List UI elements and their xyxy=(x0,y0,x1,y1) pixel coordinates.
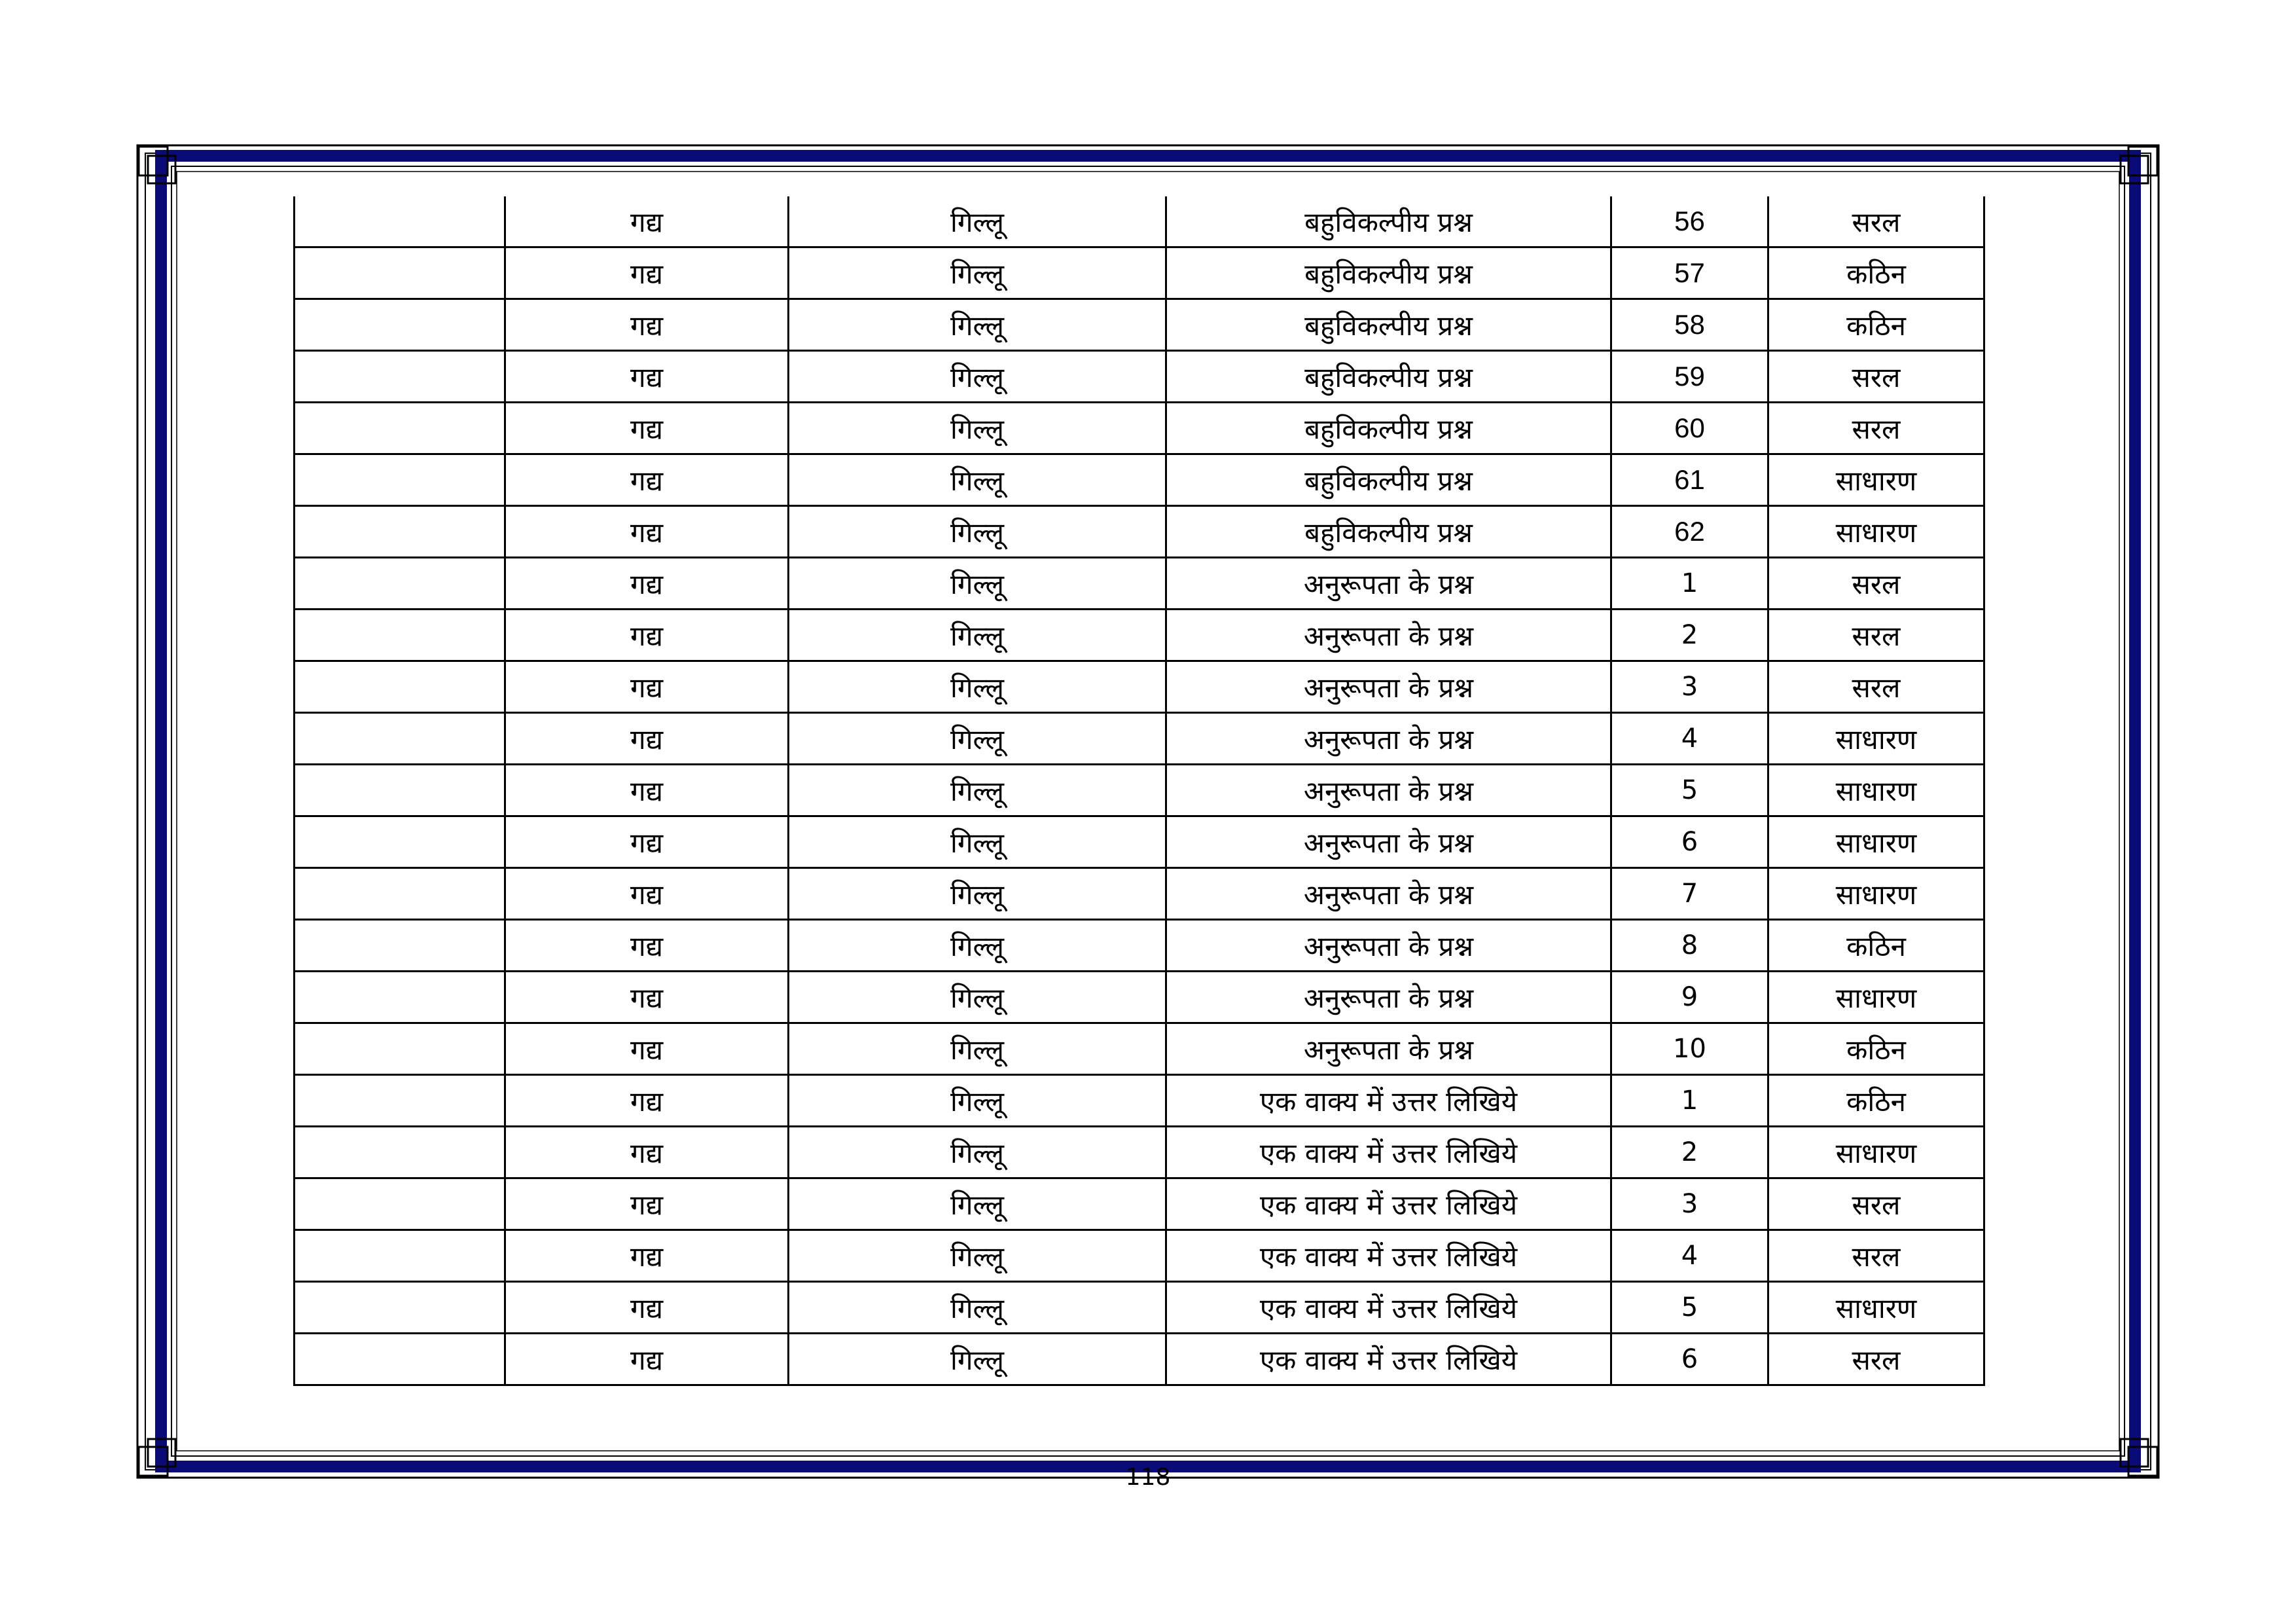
question-number-cell: 3 xyxy=(1611,1178,1768,1230)
question-number-cell: 58 xyxy=(1611,299,1768,351)
difficulty-cell: साधारण xyxy=(1768,1282,1984,1334)
section-cell: गद्य xyxy=(505,506,789,558)
difficulty-cell: सरल xyxy=(1768,1230,1984,1282)
question-type-cell: अनुरूपता के प्रश्न xyxy=(1166,661,1611,713)
blank-cell xyxy=(295,1334,505,1385)
question-type-cell: अनुरूपता के प्रश्न xyxy=(1166,610,1611,661)
question-type-cell: एक वाक्य में उत्तर लिखिये xyxy=(1166,1127,1611,1178)
chapter-cell: गिल्लू xyxy=(789,816,1166,868)
question-number-cell: 6 xyxy=(1611,1334,1768,1385)
question-type-cell: बहुविकल्पीय प्रश्न xyxy=(1166,351,1611,403)
section-cell: गद्य xyxy=(505,1075,789,1127)
question-number-cell: 57 xyxy=(1611,247,1768,299)
section-cell: गद्य xyxy=(505,661,789,713)
page-number: 118 xyxy=(1125,1464,1171,1491)
chapter-cell: गिल्लू xyxy=(789,196,1166,247)
question-table xyxy=(293,196,1985,1386)
question-number-cell: 10 xyxy=(1611,1023,1768,1075)
section-cell: गद्य xyxy=(505,868,789,920)
difficulty-cell: कठिन xyxy=(1768,1075,1984,1127)
table-row xyxy=(295,1230,1984,1282)
table-row xyxy=(295,1023,1984,1075)
chapter-cell: गिल्लू xyxy=(789,868,1166,920)
difficulty-cell: सरल xyxy=(1768,351,1984,403)
section-cell: गद्य xyxy=(505,247,789,299)
table-row xyxy=(295,1127,1984,1178)
difficulty-cell: कठिन xyxy=(1768,1023,1984,1075)
question-type-cell: अनुरूपता के प्रश्न xyxy=(1166,558,1611,610)
section-cell: गद्य xyxy=(505,610,789,661)
difficulty-cell: सरल xyxy=(1768,1334,1984,1385)
section-cell: गद्य xyxy=(505,1023,789,1075)
difficulty-cell: सरल xyxy=(1768,661,1984,713)
blank-cell xyxy=(295,868,505,920)
table-row xyxy=(295,765,1984,816)
question-number-cell: 1 xyxy=(1611,1075,1768,1127)
table-row xyxy=(295,661,1984,713)
section-cell: गद्य xyxy=(505,196,789,247)
blank-cell xyxy=(295,972,505,1023)
table-row xyxy=(295,454,1984,506)
question-type-cell: बहुविकल्पीय प्रश्न xyxy=(1166,506,1611,558)
blank-cell xyxy=(295,506,505,558)
chapter-cell: गिल्लू xyxy=(789,351,1166,403)
question-number-cell: 4 xyxy=(1611,1230,1768,1282)
blank-cell xyxy=(295,920,505,972)
blank-cell xyxy=(295,713,505,765)
question-number-cell: 3 xyxy=(1611,661,1768,713)
question-type-cell: बहुविकल्पीय प्रश्न xyxy=(1166,454,1611,506)
table-row xyxy=(295,1282,1984,1334)
table-row xyxy=(295,299,1984,351)
difficulty-cell: सरल xyxy=(1768,610,1984,661)
difficulty-cell: साधारण xyxy=(1768,454,1984,506)
chapter-cell: गिल्लू xyxy=(789,713,1166,765)
table-row xyxy=(295,713,1984,765)
question-number-cell: 9 xyxy=(1611,972,1768,1023)
blank-cell xyxy=(295,1023,505,1075)
chapter-cell: गिल्लू xyxy=(789,247,1166,299)
difficulty-cell: साधारण xyxy=(1768,868,1984,920)
chapter-cell: गिल्लू xyxy=(789,920,1166,972)
question-number-cell: 4 xyxy=(1611,713,1768,765)
section-cell: गद्य xyxy=(505,713,789,765)
question-number-cell: 6 xyxy=(1611,816,1768,868)
chapter-cell: गिल्लू xyxy=(789,506,1166,558)
question-number-cell: 56 xyxy=(1611,196,1768,247)
question-type-cell: एक वाक्य में उत्तर लिखिये xyxy=(1166,1282,1611,1334)
chapter-cell: गिल्लू xyxy=(789,454,1166,506)
table-row xyxy=(295,816,1984,868)
question-type-cell: अनुरूपता के प्रश्न xyxy=(1166,920,1611,972)
blank-cell xyxy=(295,610,505,661)
section-cell: गद्य xyxy=(505,454,789,506)
question-number-cell: 7 xyxy=(1611,868,1768,920)
difficulty-cell: कठिन xyxy=(1768,247,1984,299)
question-number-cell: 59 xyxy=(1611,351,1768,403)
blank-cell xyxy=(295,351,505,403)
table-row xyxy=(295,506,1984,558)
table-row xyxy=(295,247,1984,299)
section-cell: गद्य xyxy=(505,1127,789,1178)
chapter-cell: गिल्लू xyxy=(789,972,1166,1023)
question-number-cell: 62 xyxy=(1611,506,1768,558)
difficulty-cell: सरल xyxy=(1768,1178,1984,1230)
question-type-cell: एक वाक्य में उत्तर लिखिये xyxy=(1166,1075,1611,1127)
chapter-cell: गिल्लू xyxy=(789,661,1166,713)
section-cell: गद्य xyxy=(505,920,789,972)
section-cell: गद्य xyxy=(505,558,789,610)
chapter-cell: गिल्लू xyxy=(789,765,1166,816)
question-table-body xyxy=(295,196,1984,1385)
section-cell: गद्य xyxy=(505,1282,789,1334)
difficulty-cell: साधारण xyxy=(1768,1127,1984,1178)
blank-cell xyxy=(295,765,505,816)
table-row xyxy=(295,920,1984,972)
question-number-cell: 5 xyxy=(1611,1282,1768,1334)
section-cell: गद्य xyxy=(505,299,789,351)
table-row xyxy=(295,351,1984,403)
blank-cell xyxy=(295,247,505,299)
question-type-cell: अनुरूपता के प्रश्न xyxy=(1166,1023,1611,1075)
question-type-cell: बहुविकल्पीय प्रश्न xyxy=(1166,403,1611,454)
blank-cell xyxy=(295,1178,505,1230)
chapter-cell: गिल्लू xyxy=(789,1230,1166,1282)
difficulty-cell: साधारण xyxy=(1768,765,1984,816)
difficulty-cell: सरल xyxy=(1768,558,1984,610)
difficulty-cell: साधारण xyxy=(1768,816,1984,868)
question-type-cell: अनुरूपता के प्रश्न xyxy=(1166,816,1611,868)
section-cell: गद्य xyxy=(505,972,789,1023)
difficulty-cell: साधारण xyxy=(1768,506,1984,558)
question-type-cell: अनुरूपता के प्रश्न xyxy=(1166,713,1611,765)
section-cell: गद्य xyxy=(505,1230,789,1282)
table-row xyxy=(295,558,1984,610)
difficulty-cell: सरल xyxy=(1768,196,1984,247)
chapter-cell: गिल्लू xyxy=(789,1075,1166,1127)
table-row xyxy=(295,1075,1984,1127)
chapter-cell: गिल्लू xyxy=(789,299,1166,351)
difficulty-cell: कठिन xyxy=(1768,920,1984,972)
table-row xyxy=(295,868,1984,920)
table-row xyxy=(295,972,1984,1023)
blank-cell xyxy=(295,1282,505,1334)
table-row xyxy=(295,610,1984,661)
table-row xyxy=(295,1334,1984,1385)
blank-cell xyxy=(295,661,505,713)
section-cell: गद्य xyxy=(505,1178,789,1230)
question-type-cell: एक वाक्य में उत्तर लिखिये xyxy=(1166,1178,1611,1230)
question-number-cell: 60 xyxy=(1611,403,1768,454)
question-number-cell: 61 xyxy=(1611,454,1768,506)
question-type-cell: एक वाक्य में उत्तर लिखिये xyxy=(1166,1230,1611,1282)
section-cell: गद्य xyxy=(505,403,789,454)
section-cell: गद्य xyxy=(505,351,789,403)
chapter-cell: गिल्लू xyxy=(789,558,1166,610)
difficulty-cell: सरल xyxy=(1768,403,1984,454)
blank-cell xyxy=(295,558,505,610)
question-number-cell: 2 xyxy=(1611,610,1768,661)
blank-cell xyxy=(295,403,505,454)
blank-cell xyxy=(295,196,505,247)
chapter-cell: गिल्लू xyxy=(789,610,1166,661)
question-type-cell: अनुरूपता के प्रश्न xyxy=(1166,868,1611,920)
chapter-cell: गिल्लू xyxy=(789,1127,1166,1178)
question-number-cell: 2 xyxy=(1611,1127,1768,1178)
chapter-cell: गिल्लू xyxy=(789,1023,1166,1075)
blank-cell xyxy=(295,816,505,868)
blank-cell xyxy=(295,1075,505,1127)
chapter-cell: गिल्लू xyxy=(789,1178,1166,1230)
table-row xyxy=(295,1178,1984,1230)
question-number-cell: 8 xyxy=(1611,920,1768,972)
section-cell: गद्य xyxy=(505,816,789,868)
difficulty-cell: साधारण xyxy=(1768,713,1984,765)
question-type-cell: एक वाक्य में उत्तर लिखिये xyxy=(1166,1334,1611,1385)
question-type-cell: बहुविकल्पीय प्रश्न xyxy=(1166,196,1611,247)
question-type-cell: अनुरूपता के प्रश्न xyxy=(1166,765,1611,816)
blank-cell xyxy=(295,1127,505,1178)
question-type-cell: अनुरूपता के प्रश्न xyxy=(1166,972,1611,1023)
section-cell: गद्य xyxy=(505,1334,789,1385)
blank-cell xyxy=(295,1230,505,1282)
blank-cell xyxy=(295,454,505,506)
question-table-container xyxy=(293,196,1985,1386)
table-row xyxy=(295,196,1984,247)
question-type-cell: बहुविकल्पीय प्रश्न xyxy=(1166,299,1611,351)
difficulty-cell: साधारण xyxy=(1768,972,1984,1023)
difficulty-cell: कठिन xyxy=(1768,299,1984,351)
table-row xyxy=(295,403,1984,454)
question-type-cell: बहुविकल्पीय प्रश्न xyxy=(1166,247,1611,299)
blank-cell xyxy=(295,299,505,351)
section-cell: गद्य xyxy=(505,765,789,816)
question-number-cell: 1 xyxy=(1611,558,1768,610)
chapter-cell: गिल्लू xyxy=(789,1282,1166,1334)
chapter-cell: गिल्लू xyxy=(789,1334,1166,1385)
chapter-cell: गिल्लू xyxy=(789,403,1166,454)
question-number-cell: 5 xyxy=(1611,765,1768,816)
